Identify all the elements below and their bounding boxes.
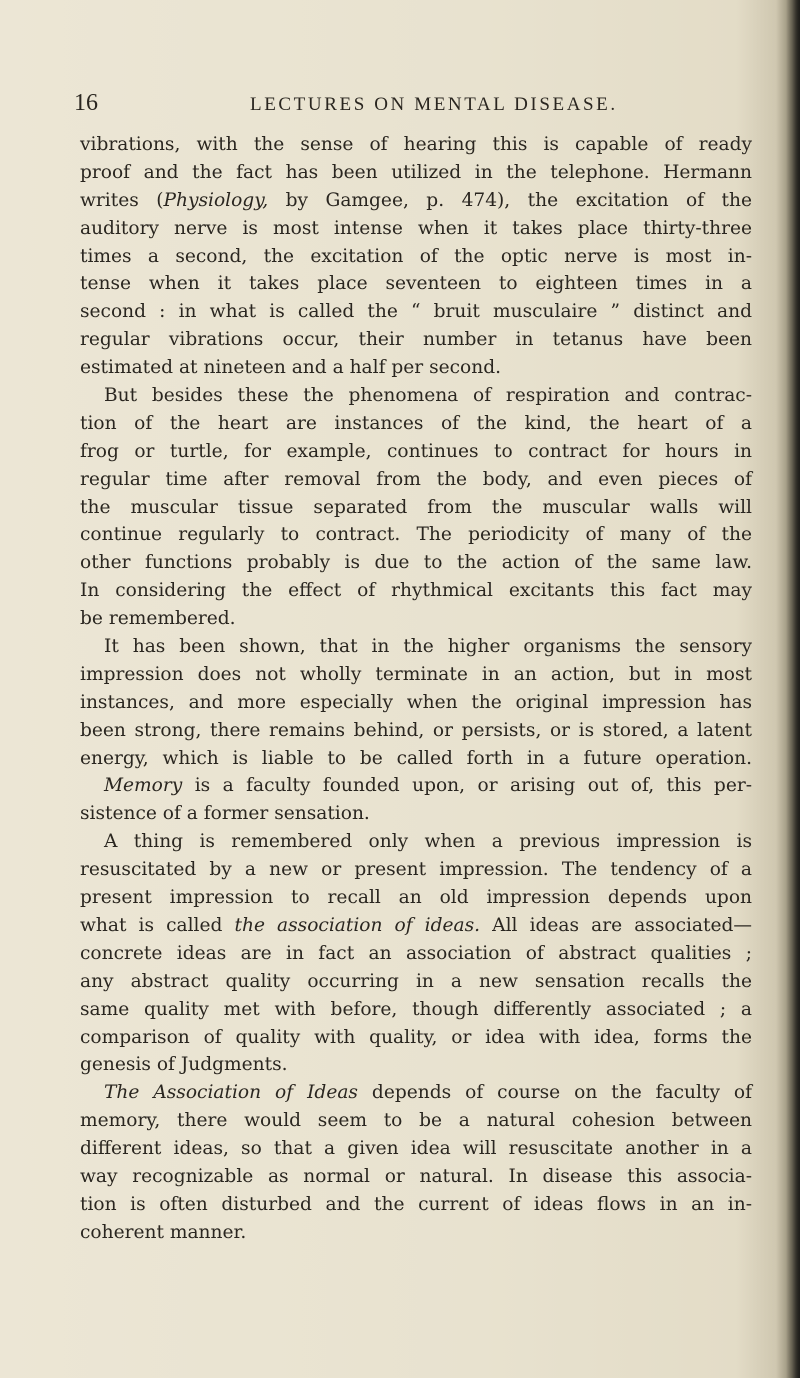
text-segment: genesis of Judgments. [80,1054,288,1076]
text-line [80,717,752,745]
text-line [80,800,752,828]
text-line [80,243,752,271]
text-line [80,270,752,298]
text-segment: different ideas, so that a given idea will resuscitate another in a [80,1138,752,1160]
text-segment: times a second, the excitation of the optic nerve is most in- [80,245,752,267]
text-segment: present impression to recall an old impression depends upon [80,887,752,909]
text-segment: energy, which is liable to be called forth in a future operation. [80,747,752,769]
text-line [80,326,752,354]
text-line [80,521,752,549]
text-line [80,354,752,382]
text-segment: comparison of quality with quality, or idea with idea, forms the [80,1026,752,1048]
text-line [80,1135,752,1163]
text-segment: vibrations, with the sense of hearing this is capable of ready [80,134,752,155]
text-segment: other functions probably is due to the action of the same law. [80,552,752,574]
text-segment: impression does not wholly terminate in an action, but in most [80,663,752,685]
text-line [80,912,752,940]
text-line [80,494,752,522]
text-line [80,438,752,466]
text-line [80,298,752,326]
text-segment: been strong, there remains behind, or persists, or is stored, a latent [80,719,752,741]
body-text [80,131,752,1247]
text-segment: instances, and more especially when the original impression has [80,691,752,713]
italic-segment: The Association of Ideas [104,1082,358,1104]
text-line [80,745,752,773]
text-segment: proof and the fact has been utilized in the telephone. Hermann [80,161,752,183]
text-segment: tion is often disturbed and the current of ideas flows in an in- [80,1193,752,1215]
text-line [80,1024,752,1052]
text-line [80,466,752,494]
text-line [80,1219,752,1247]
text-segment: It has been shown, that in the higher organisms the sensory [104,636,752,658]
text-line [80,1051,752,1079]
text-segment: second : in what is called the “ bruit musculaire ” distinct and [80,301,752,323]
text-line [80,1079,752,1107]
text-segment: is a faculty founded upon, or arising out of, this per- [182,775,752,797]
text-line [80,131,752,159]
text-line [80,1191,752,1219]
text-segment: regular time after removal from the body, and even pieces of [80,468,752,490]
text-segment: resuscitated by a new or present impression. The tendency of a [80,859,752,881]
text-line [80,828,752,856]
text-line [80,577,752,605]
text-line [80,382,752,410]
text-line [80,884,752,912]
text-segment: tion of the heart are instances of the kind, the heart of a [80,412,752,434]
text-segment: what is called [80,914,235,936]
text-segment: memory, there would seem to be a natural cohesion between [80,1110,752,1132]
text-line [80,661,752,689]
text-line [80,996,752,1024]
text-segment: In considering the effect of rhythmical excitants this fact may [80,580,752,602]
text-line [80,187,752,215]
text-line [80,689,752,717]
text-line [80,968,752,996]
text-segment: tense when it takes place seventeen to eighteen times in a [80,273,752,295]
text-segment: coherent manner. [80,1221,247,1243]
text-line [80,772,752,800]
text-segment: But besides these the phenomena of respiration and contrac- [104,385,752,407]
text-line [80,1107,752,1135]
text-segment: be remembered. [80,608,236,630]
text-segment: the muscular tissue separated from the muscular walls will [80,496,752,518]
text-line [80,410,752,438]
text-segment: auditory nerve is most intense when it takes place thirty-three [80,217,752,239]
text-line [80,633,752,661]
text-segment: sistence of a former sensation. [80,803,370,825]
italic-segment: the association of ideas. [234,914,481,936]
page-edge-shadow [786,0,800,1378]
page-header [64,88,764,124]
text-line [80,549,752,577]
text-segment: any abstract quality occurring in a new sensation recalls the [80,970,752,992]
text-segment: regular vibrations occur, their number in tetanus have been [80,329,752,351]
text-segment: way recognizable as normal or natural. In disease this associa- [80,1165,752,1187]
text-segment: estimated at nineteen and a half per second. [80,357,502,379]
running-head: LECTURES ON MENTAL DISEASE. [250,94,618,115]
text-segment: depends of course on the faculty of [357,1082,752,1104]
text-segment: concrete ideas are in fact an association of abstract qualities ; [80,942,752,964]
text-line [80,605,752,633]
text-segment: A thing is remembered only when a previous impression is [104,831,752,853]
text-line [80,215,752,243]
text-segment: continue regularly to contract. The periodicity of many of the [80,524,752,546]
text-segment: by Gamgee, p. 474), the excitation of the [268,189,752,211]
text-segment: frog or turtle, for example, continues to contract for hours in [80,440,752,462]
text-segment: writes ( [80,189,164,211]
italic-segment: Memory [104,775,183,797]
page-number: 16 [74,90,98,116]
italic-segment: Physiology, [163,189,269,211]
text-line [80,940,752,968]
text-line [80,159,752,187]
text-line [80,856,752,884]
text-segment: same quality met with before, though differently associated ; a [80,998,752,1020]
text-segment: All ideas are associated— [480,914,752,936]
text-line [80,1163,752,1191]
